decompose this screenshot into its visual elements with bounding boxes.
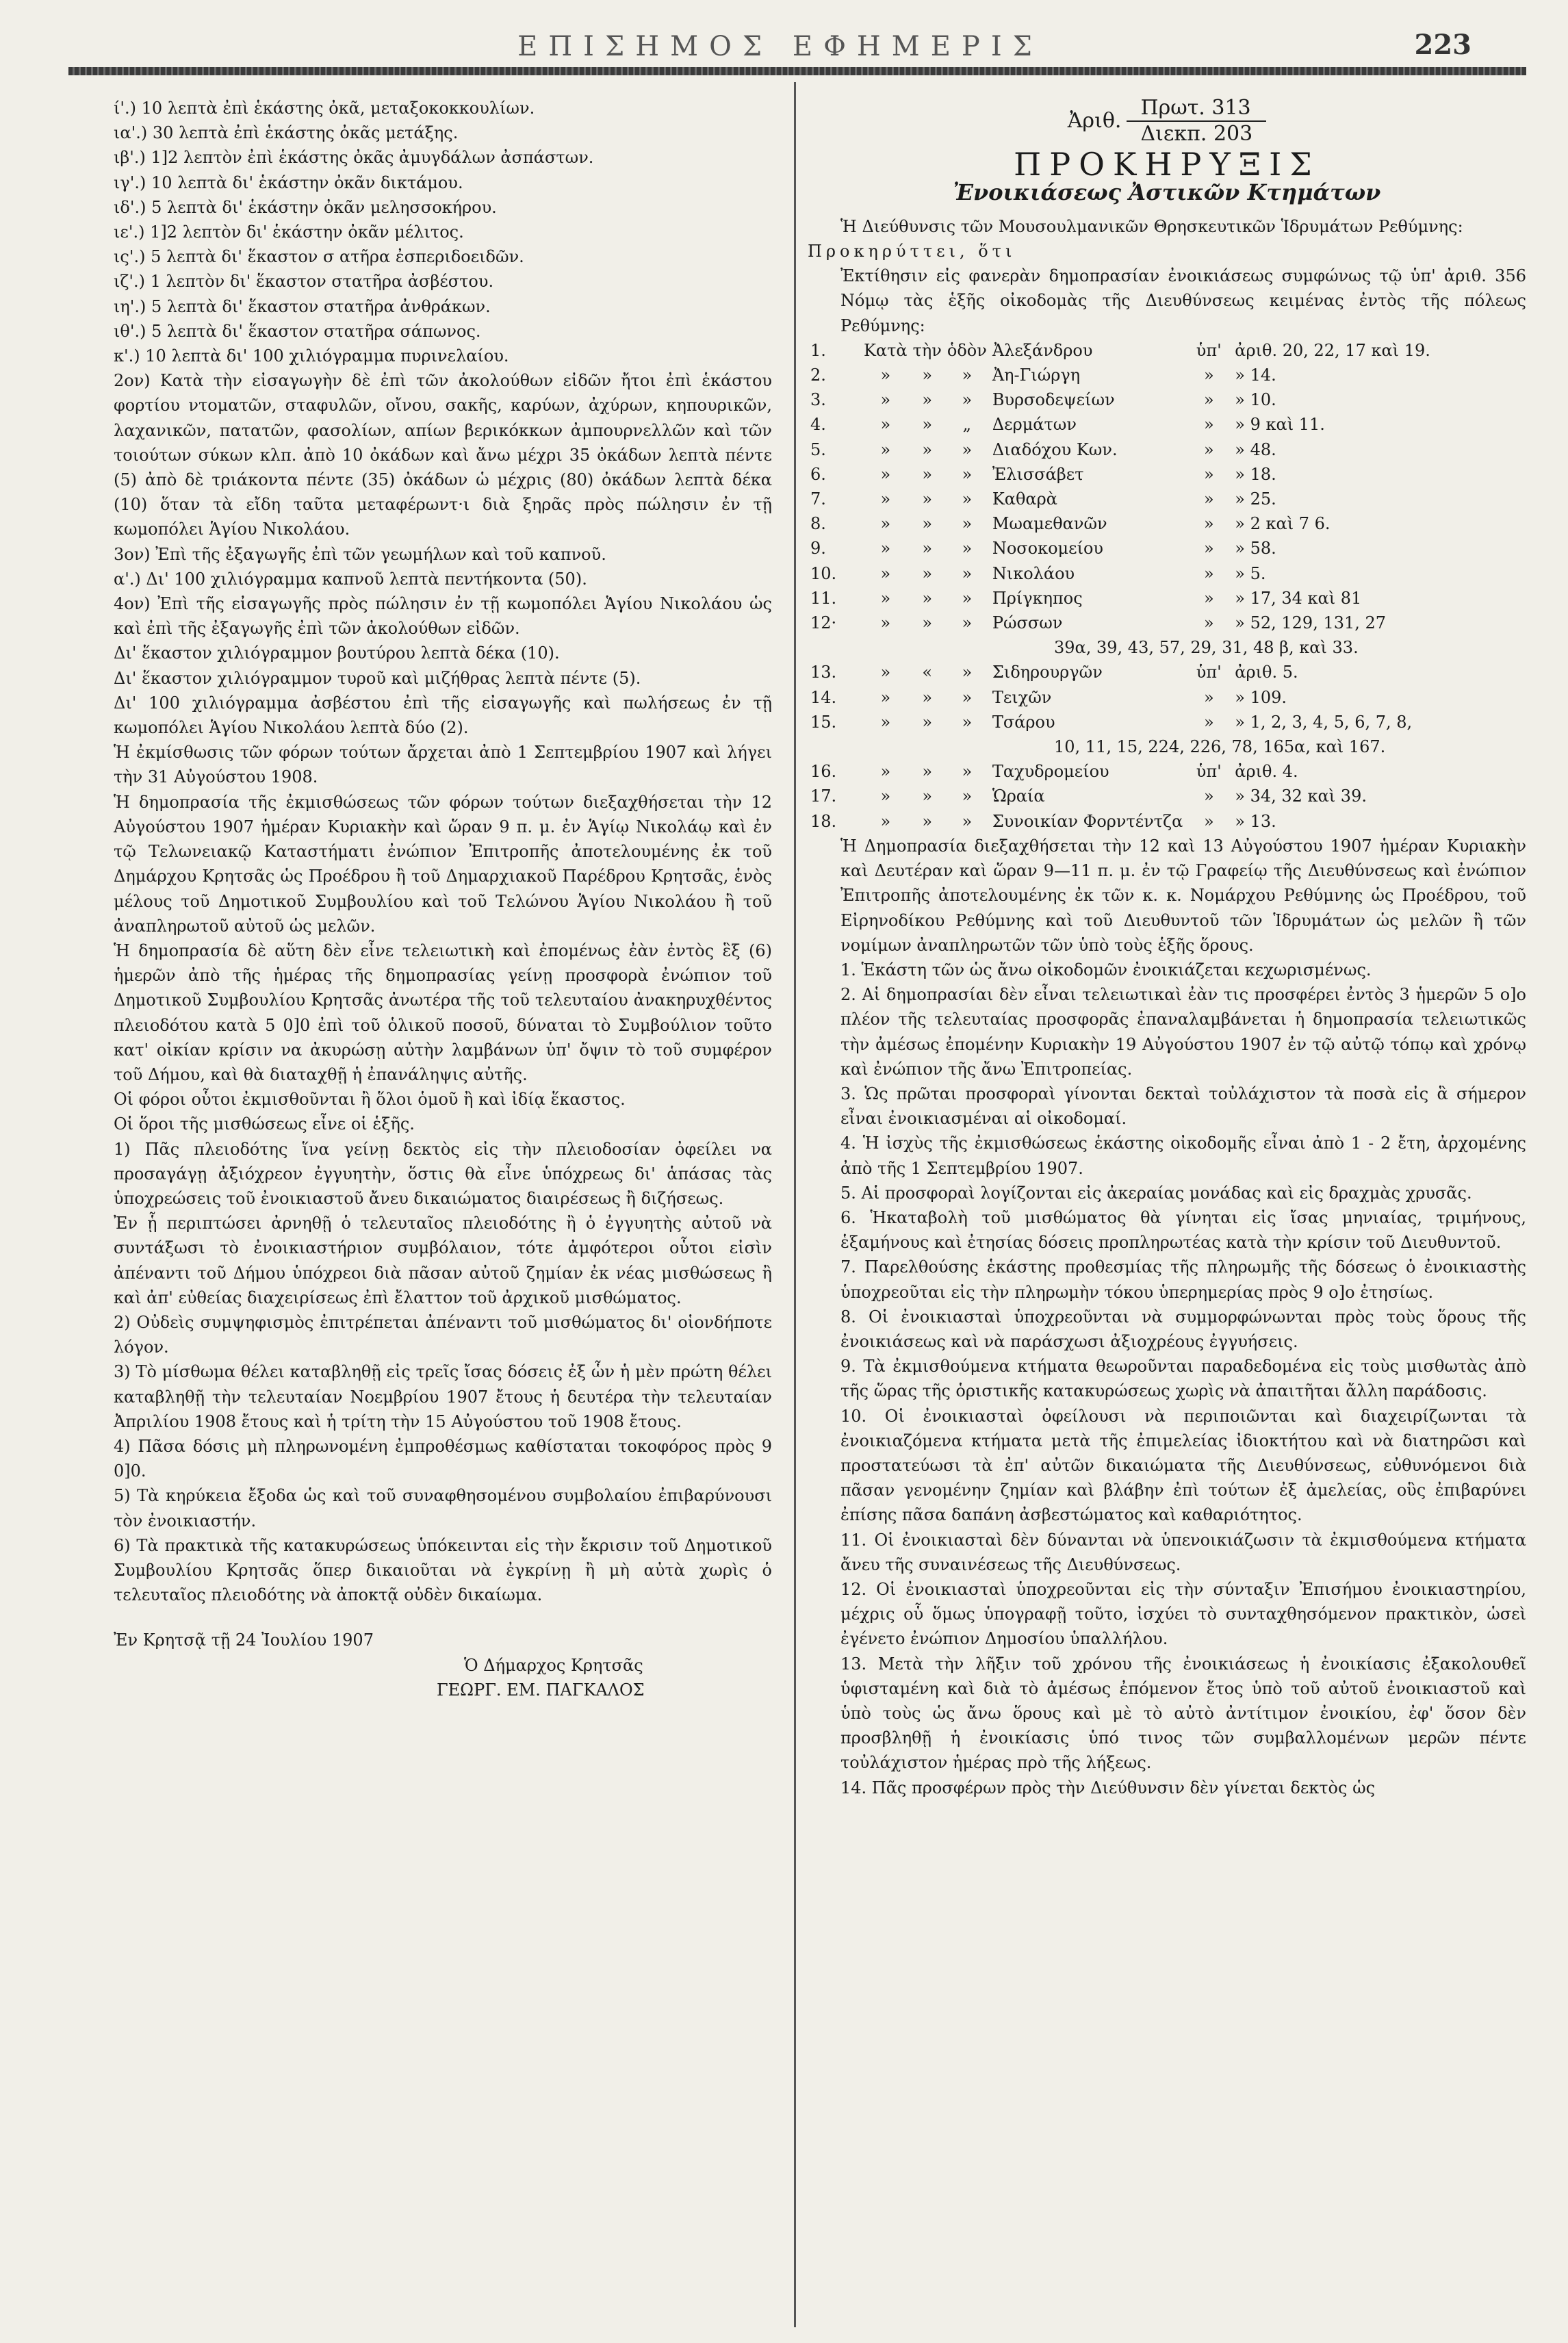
cell-nums: ἀριθ. 5. [1235,663,1298,682]
row-continuation: 39α, 39, 43, 57, 29, 31, 48 β, καὶ 33. [1054,638,1359,658]
table-row [808,462,1526,487]
cell-n: 11. [810,588,837,608]
row-continuation: 10, 11, 15, 224, 226, 78, 165α, καὶ 167. [1054,737,1386,757]
cell-a: » [880,415,891,435]
table-row [808,412,1526,437]
cell-d: » [1203,786,1214,806]
cell-nums: » 52, 129, 131, 27 [1235,613,1387,633]
paragraph: Δι' ἕκαστον χιλιόγραμμον τυροῦ καὶ μιζήθρας λεπτὰ πέντε (5). [114,668,641,688]
cell-d: ὑπ' [1196,663,1222,682]
cell-street: Νοσοκομείου [992,539,1104,559]
cell-a: » [880,687,891,707]
tax-item: ί'.) 10 λεπτὰ ἐπὶ ἑκάστης ὀκᾶ, μεταξοκοκκουλίων. [114,99,535,118]
cell-c: ὁδὸν [947,340,987,360]
tax-item: ια'.) 30 λεπτὰ ἐπὶ ἑκάστης ὀκᾶς μετάξης. [114,123,459,143]
table-row [808,387,1526,412]
cell-a: » [880,588,891,608]
table-row [808,536,1526,561]
cell-street: Βυρσοδεψείων [992,390,1115,410]
cell-d: » [1203,390,1214,410]
cell-a: » [880,489,891,509]
cell-a: » [880,439,891,459]
paragraph: 9. Τὰ ἐκμισθούμενα κτήματα θεωροῦνται παραδεδομένα εἰς τοὺς μισθωτὰς ἀπὸ τῆς ὥρας τῆς ὁριστικῆς κατακυρώσεως χωρὶς νὰ ἀπαιτῆται ἄλλη παράδοσις. [840,1357,1526,1401]
paragraph: 10. Οἱ ἐνοικιασταὶ ὀφείλουσι νὰ περιποιῶνται καὶ διαχειρίζωνται τὰ ἐνοικιαζόμενα κτήματα μετὰ τῆς ἐπιμελείας ἰδιοκτήτου καὶ νὰ διατηρῶσι καὶ προστατεύωσι τὰ ἐπ' αὐτῶν δικαιώματα τῆς Διευθύνσεως, εὐθυνόμενοι διὰ πᾶσαν γενομένην ζημίαν καὶ βλάβην ἐπὶ τούτων ἐξ ἀμελείας, οὓς ἐπιβαρύνει ἐπίσης πᾶσα δαπάνη ἀσβεστώματος καὶ καθαριότητος. [840,1406,1526,1525]
paragraph: α'.) Δι' 100 χιλιόγραμμα καπνοῦ λεπτὰ πεντήκοντα (50). [114,569,587,589]
cell-street: Σιδηρουργῶν [992,663,1103,682]
signature-name: ΓΕΩΡΓ. ΕΜ. ΠΑΓΚΑΛΟΣ [437,1680,645,1700]
cell-a: » [880,786,891,806]
cell-nums: » 18. [1235,464,1276,484]
cell-nums: » 10. [1235,390,1276,410]
cell-n: 8. [810,514,826,534]
paragraph: 12. Οἱ ἐνοικιασταὶ ὑποχρεοῦνται εἰς τὴν σύνταξιν Ἐπισήμου ἐνοικιαστηρίου, μέχρις οὗ ὅμως ὑπογραφῇ τοῦτο, ἰσχύει τὸ συνταχθησόμενον πρακτικὸν, ὡσεὶ ἐγένετο ἐνώπιον Δημοσίου ὑπαλλήλου. [840,1579,1526,1649]
cell-n: 14. [810,687,837,707]
cell-n: 15. [810,712,837,732]
cell-c: » [962,390,973,410]
cell-b: » [922,588,933,608]
cell-b: » [922,489,933,509]
tax-item: ιε'.) 1]2 λεπτὸν δι' ἑκάστην ὀκᾶν μέλιτος. [114,222,464,242]
cell-street: Μωαμεθανῶν [992,514,1107,534]
dispatch-number: Διεκπ. 203 [1140,122,1253,146]
cell-nums: » 48. [1235,439,1276,459]
header-rule [68,67,1526,75]
cell-nums: » 25. [1235,489,1276,509]
signature-title: Ὁ Δήμαρχος Κρητσᾶς [464,1655,643,1675]
notice-subtitle: Ἐνοικιάσεως Ἀστικῶν Κτημάτων [953,179,1381,205]
proclaims: Προκηρύττει, ὅτι [808,242,1016,261]
table-row [808,363,1526,387]
table-row [808,759,1526,784]
table-row [808,611,1526,635]
paragraph: 2) Οὐδεὶς συμψηφισμὸς ἐπιτρέπεται ἀπέναντι τοῦ μισθώματος δι' οἱονδήποτε λόγον. [114,1312,772,1357]
cell-nums: ἀριθ. 20, 22, 17 καὶ 19. [1235,340,1430,360]
cell-street: Ἀλεξάνδρου [992,340,1093,360]
paragraph: 4. Ἡ ἰσχὺς τῆς ἐκμισθώσεως ἑκάστης οἰκοδομῆς εἶναι ἀπὸ 1 - 2 ἔτη, ἀρχομένης ἀπὸ τῆς 1 Σεπτεμβρίου 1907. [840,1134,1526,1178]
cell-n: 17. [810,786,837,806]
cell-a: » [880,539,891,559]
cell-b: » [922,464,933,484]
cell-d: » [1203,563,1214,583]
cell-street: Διαδόχου Κων. [992,439,1118,459]
cell-c: „ [962,415,972,435]
paragraph: 5. Αἱ προσφοραὶ λογίζονται εἰς ἀκεραίας μονάδας καὶ εἰς δραχμὰς χρυσᾶς. [840,1183,1472,1203]
cell-b: » [922,415,933,435]
cell-b: » [922,563,933,583]
cell-n: 12· [810,613,837,633]
paragraph: Οἱ φόροι οὗτοι ἐκμισθοῦνται ἢ ὅλοι ὁμοῦ ἢ καὶ ἰδίᾳ ἕκαστος. [114,1090,626,1110]
cell-street: Νικολάου [992,563,1075,583]
paragraph: Ἡ Δημοπρασία διεξαχθήσεται τὴν 12 καὶ 13 Αὐγούστου 1907 ἡμέραν Κυριακὴν καὶ Δευτέραν καὶ ὥραν 9—11 π. μ. ἐν τῷ Γραφείῳ τῆς Διευθύνσεως καὶ ἐνώπιον Ἐπιτροπῆς ἀποτελουμένης ἐκ τῶν κ. κ. Νομάρχου Ρεθύμνης ὡς Προέδρου, τοῦ Εἰρηνοδίκου Ρεθύμνης καὶ τοῦ Διευθυντοῦ τῶν Ἱδρυμάτων ὡς μελῶν ἢ τῶν νομίμων ἀναπληρωτῶν τῶν ὑπὸ τοὺς ἑξῆς ὅρους. [840,836,1526,955]
cell-n: 6. [810,464,826,484]
cell-nums: » 17, 34 καὶ 81 [1235,588,1362,608]
cell-a: » [880,390,891,410]
cell-d: » [1203,415,1214,435]
paragraph: 11. Οἱ ἐνοικιασταὶ δὲν δύνανται νὰ ὑπενοικιάζωσιν τὰ ἐκμισθούμενα κτήματα ἄνευ τῆς συναινέσεως τῆς Διευθύνσεως. [840,1530,1526,1574]
cell-c: » [962,439,973,459]
cell-d: » [1203,464,1214,484]
cell-street: Ἐλισσάβετ [992,464,1084,484]
cell-a: » [880,563,891,583]
cell-street: Τσάρου [992,712,1055,732]
cell-c: » [962,588,973,608]
cell-c: » [962,464,973,484]
newspaper-title: ΕΠΙΣΗΜΟΣ ΕΦΗΜΕΡΙΣ [517,31,1043,62]
cell-d: » [1203,588,1214,608]
cell-b: » [922,786,933,806]
tax-item: ιβ'.) 1]2 λεπτὸν ἐπὶ ἑκάστης ὀκᾶς ἀμυγδάλων ἀσπάστων. [114,148,594,168]
cell-b: » [922,366,933,385]
cell-c: » [962,366,973,385]
cell-a: » [880,514,891,534]
cell-n: 16. [810,762,837,782]
cell-street: Ὡραία [992,786,1045,806]
paragraph: 4ον) Ἐπὶ τῆς εἰσαγωγῆς πρὸς πώλησιν ἐν τῇ κωμοπόλει Ἁγίου Νικολάου ὡς καὶ ἐπὶ τῆς ἐξαγωγῆς ἐπὶ τῶν ἀκολούθων εἰδῶν. [114,594,772,639]
table-row [808,784,1526,808]
right-column [808,96,1526,1800]
table-row [808,487,1526,511]
paragraph: 1. Ἑκάστη τῶν ὡς ἄνω οἰκοδομῶν ἐνοικιάζεται κεχωρισμένως. [840,960,1372,980]
paragraph: 2. Αἱ δημοπρασίαι δὲν εἶναι τελειωτικαὶ ἐὰν τις προσφέρει ἐντὸς 3 ἡμερῶν 5 ο]ο πλέον τῆς τελευταίας προσφορᾶς ἐπαναλαμβάνεται ἡ δημοπρασία τελειωτικῶς τὴν ἀμέσως ἐπομένην Κυριακὴν 19 Αὐγούστου 1907 ἐν τῷ αὐτῷ τόπῳ καὶ χρόνῳ καὶ ἐνώπιον τῆς ἄνω Ἐπιτροπείας. [840,985,1526,1079]
left-column [81,96,772,1702]
cell-d: » [1203,514,1214,534]
cell-c: » [962,762,973,782]
table-row [808,586,1526,611]
cell-b: » [922,762,933,782]
table-row [808,734,1526,759]
cell-nums: » 13. [1235,811,1276,831]
paragraph: Οἱ ὅροι τῆς μισθώσεως εἶνε οἱ ἑξῆς. [114,1114,415,1134]
cell-b: » [922,687,933,707]
tax-item: ιζ'.) 1 λεπτὸν δι' ἕκαστον στατῆρα ἀσβέστου. [114,272,494,292]
cell-street: Δερμάτων [992,415,1077,435]
cell-c: » [962,613,973,633]
cell-n: 9. [810,539,826,559]
paragraph: 3) Τὸ μίσθωμα θέλει καταβληθῇ εἰς τρεῖς ἴσας δόσεις ἐξ ὧν ἡ μὲν πρώτη θέλει καταβληθῇ τὴν τελευταίαν Νοεμβρίου 1907 ἔτους ἡ δευτέρα τὴν τελευταίαν Ἀπριλίου 1908 ἔτους καὶ ἡ τρίτη τὴν 15 Αὐγούστου τοῦ 1908 ἔτους. [114,1362,772,1431]
cell-d: » [1203,489,1214,509]
cell-d: » [1203,811,1214,831]
cell-a: » [880,811,891,831]
table-row [808,710,1526,734]
paragraph: Ἡ ἐκμίσθωσις τῶν φόρων τούτων ἄρχεται ἀπὸ 1 Σεπτεμβρίου 1907 καὶ λήγει τὴν 31 Αὐγούστου 1908. [114,743,772,787]
cell-nums: » 1, 2, 3, 4, 5, 6, 7, 8, [1235,712,1413,732]
table-row [808,685,1526,710]
cell-b: » [922,514,933,534]
cell-nums: » 9 καὶ 11. [1235,415,1325,435]
cell-c: » [962,712,973,732]
date-line: Ἐν Κρητσᾷ τῇ 24 Ἰουλίου 1907 [114,1630,374,1650]
intro: Ἡ Διεύθυνσις τῶν Μουσουλμανικῶν Θρησκευτικῶν Ἱδρυμάτων Ρεθύμνης: [840,216,1463,236]
cell-c: » [962,786,973,806]
cell-street: Τειχῶν [992,687,1052,707]
cell-street: Ἀη-Γιώργη [992,366,1081,385]
paragraph: Δι' 100 χιλιόγραμμα ἀσβέστου ἐπὶ τῆς εἰσαγωγῆς καὶ πωλήσεως ἐν τῇ κωμοπόλει Ἁγίου Νικολάου λεπτὰ δύο (2). [114,693,772,738]
paragraph: 14. Πᾶς προσφέρων πρὸς τὴν Διεύθυνσιν δὲν γίνεται δεκτὸς ὡς [840,1778,1376,1797]
paragraph: 6. Ἡκαταβολὴ τοῦ μισθώματος θὰ γίνηται εἰς ἴσας μηνιαίας, τριμήνους, ἑξαμήνους καὶ ἐτησίας δόσεις προπληρωτέας κατὰ τὴν κρίσιν τοῦ Διευθυντοῦ. [840,1207,1526,1253]
cell-a: » [880,663,891,682]
tax-item: ιθ'.) 5 λεπτὰ δι' ἕκαστον στατῆρα σάπωνος. [114,321,481,341]
cell-nums: » 34, 32 καὶ 39. [1235,786,1367,806]
tax-item: κ'.) 10 λεπτὰ δι' 100 χιλιόγραμμα πυρινελαίου. [114,346,509,366]
page-number: 223 [1414,29,1471,61]
cell-street: Πρίγκηπος [992,588,1083,608]
property-table [808,338,1526,834]
cell-nums: » 109. [1235,687,1287,707]
tax-item: ιδ'.) 5 λεπτὰ δι' ἑκάστην ὀκᾶν μελησσοκήρου. [114,197,497,217]
cell-n: 13. [810,663,837,682]
paragraph: 8. Οἱ ἐνοικιασταὶ ὑποχρεοῦνται νὰ συμμορφώνωνται πρὸς τοὺς ὅρους τῆς ἐνοικιάσεως καὶ νὰ παράσχωσι ἀξιοχρέους ἐγγυήσεις. [840,1307,1526,1351]
cell-nums: » 14. [1235,366,1276,385]
cell-d: » [1203,539,1214,559]
cell-nums: » 2 καὶ 7 6. [1235,514,1331,534]
cell-n: 2. [810,366,826,385]
page-header [75,27,1485,66]
reference-numbers [808,96,1526,146]
cell-a: » [880,464,891,484]
cell-c: » [962,687,973,707]
table-row [808,635,1526,660]
cell-d: » [1203,439,1214,459]
cell-a: » [880,613,891,633]
cell-a: » [880,712,891,732]
table-row [808,809,1526,834]
cell-b: « [922,663,933,682]
cell-street: Ρώσσων [992,613,1063,633]
cell-nums: » 58. [1235,539,1276,559]
cell-d: » [1203,366,1214,385]
cell-b: » [922,712,933,732]
paragraph: Ἡ δημοπρασία δὲ αὕτη δὲν εἶνε τελειωτικὴ καὶ ἐπομένως ἐὰν ἐντὸς ἓξ (6) ἡμερῶν ἀπὸ τῆς ἡμέρας τῆς δημοπρασίας γείνῃ προσφορὰ ἐνώπιον τοῦ Δημοτικοῦ Συμβουλίου Κρητσᾶς ἀνωτέρα τῆς τοῦ τελευταίου ἀνακηρυχθέντος πλειοδότου κατὰ 5 0]0 ἐπὶ τοῦ ὁλικοῦ ποσοῦ, δύναται τὸ Συμβούλιον τοῦτο κατ' οἰκίαν κρίσιν να ἀκυρώσῃ αὐτὴν λαμβάνων ὑπ' ὄψιν τὸ τοῦ συμφέρον τοῦ Δήμου, καὶ θὰ διαταχθῇ ἡ ἐπανάληψις αὐτῆς. [114,940,772,1084]
cell-c: » [962,539,973,559]
column-divider [794,82,796,2327]
cell-n: 7. [810,489,826,509]
arith-label: Ἀριθ. [1067,109,1122,133]
cell-nums: » 5. [1235,563,1266,583]
table-row [808,561,1526,586]
cell-a: » [880,366,891,385]
paragraph: 7. Παρελθούσης ἑκάστης προθεσμίας τῆς πληρωμῆς τῆς δόσεως ὁ ἐνοικιαστὴς ὑποχρεοῦται εἰς τὴν πληρωμὴν τόκου ὑπερημερίας πρὸς 9 ο]ο ἐτησίως. [840,1257,1526,1302]
tax-item: ις'.) 5 λεπτὰ δι' ἕκαστον σ ατῆρα ἐσπεριδοειδῶν. [114,247,524,267]
cell-b: τὴν [912,340,942,360]
cell-b: » [922,613,933,633]
cell-d: ὑπ' [1196,340,1222,360]
cell-d: ὑπ' [1196,762,1222,782]
cell-b: » [922,390,933,410]
table-row [808,437,1526,462]
protocol-number: Πρωτ. 313 [1127,96,1266,122]
paragraph: Ἐν ᾗ περιπτώσει ἀρνηθῇ ὁ τελευταῖος πλειοδότης ἢ ὁ ἐγγυητὴς αὐτοῦ νὰ συντάξωσι τὸ ἐνοικιαστήριον συμβόλαιον, τότε ἀμφότεροι οὗτοι εἰσὶν ἀπέναντι τοῦ Δήμου ὑπόχρεοι διὰ πᾶσαν αὐτοῦ ζημίαν ἐκ νέας μισθώσεως ἢ καὶ ἀπ' εὐθείας διαχειρίσεως ἐπὶ ἔλαττον τοῦ ἀρχικοῦ μισθώματος. [114,1214,772,1307]
notice-title: ΠΡΟΚΗΡΥΞΙΣ [1014,146,1320,183]
paragraph: 3. Ὡς πρῶται προσφοραὶ γίνονται δεκταὶ τοὐλάχιστον τὰ ποσὰ εἰς ἃ σήμερον εἶναι ἐνοικιασμέναι αἱ οἰκοδομαί. [840,1084,1526,1129]
cell-c: » [962,811,973,831]
cell-nums: ἀριθ. 4. [1235,762,1298,782]
paragraph: 5) Τὰ κηρύκεια ἔξοδα ὡς καὶ τοῦ συναφθησομένου συμβολαίου ἐπιβαρύνουσι τὸν ἐνοικιαστήν. [114,1486,772,1531]
cell-n: 4. [810,415,826,435]
cell-n: 10. [810,563,837,583]
cell-n: 1. [810,340,826,360]
tax-item: ιη'.) 5 λεπτὰ δι' ἕκαστον στατῆρα ἀνθράκων. [114,296,491,316]
table-row [808,511,1526,536]
cell-street: Καθαρὰ [992,489,1057,509]
tax-item: ιγ'.) 10 λεπτὰ δι' ἑκάστην ὀκᾶν δικτάμου. [114,172,463,192]
cell-a: » [880,762,891,782]
cell-c: » [962,514,973,534]
table-row [808,338,1526,363]
paragraph: 2ον) Κατὰ τὴν εἰσαγωγὴν δὲ ἐπὶ τῶν ἀκολούθων εἰδῶν ἤτοι ἐπὶ ἑκάστου φορτίου ντοματῶν, σταφυλῶν, οἴνου, σακῆς, καρύων, ἀχύρων, κηπουρικῶν, λαχανικῶν, πατατῶν, φασολίων, απίων βερικόκκων ἀμπουρνελλῶν καὶ τῶν τοιούτων σύκων κλπ. ἀπὸ 10 ὀκάδων καὶ ἄνω μέχρι 35 ὀκάδων λεπτὰ πέντε (5) ἀπὸ δὲ τριάκοντα πέντε (35) ὀκάδων ὡ μέχρις (80) ὀκάδων λεπτὰ δέκα (10) ὅταν τὰ εἴδη ταῦτα μεταφέρωντ·ι διὰ ξηρᾶς πρὸς πώλησιν ἐν τῇ κωμοπόλει Ἁγίου Νικολάου. [114,371,772,539]
paragraph: Ἡ δημοπρασία τῆς ἐκμισθώσεως τῶν φόρων τούτων διεξαχθήσεται τὴν 12 Αὐγούστου 1907 ἡμέραν Κυριακὴν καὶ ὥραν 9 π. μ. ἐν Ἁγίῳ Νικολάῳ καὶ ἐν τῷ Τελωνειακῷ Καταστήματι ἐνώπιον Ἐπιτροπῆς ἀποτελουμένης ἐκ τοῦ Δημάρχου Κρητσᾶς ὡς Προέδρου ἢ τοῦ Δημαρχιακοῦ Παρέδρου Κρητσᾶς, ἑνὸς μέλους τοῦ Δημοτικοῦ Συμβουλίου καὶ τοῦ Τελώνου Ἁγίου Νικολάου ἢ τοῦ ἀναπληρωτοῦ αὐτοῦ ὡς μελῶν. [114,792,772,936]
cell-d: » [1203,613,1214,633]
intro2: Ἐκτίθησιν εἰς φανερὰν δημοπρασίαν ἐνοικιάσεως συμφώνως τῷ ὑπ' ἀριθ. 356 Νόμῳ τὰς ἑξῆς οἰκοδομὰς τῆς Διευθύνσεως κειμένας ἐντὸς τῆς πόλεως Ρεθύμνης: [840,266,1526,335]
cell-n: 3. [810,390,826,410]
cell-d: » [1203,712,1214,732]
paragraph: 3ον) Ἐπὶ τῆς ἐξαγωγῆς ἐπὶ τῶν γεωμήλων καὶ τοῦ καπνοῦ. [114,544,606,564]
paragraph: 4) Πᾶσα δόσις μὴ πληρωνομένη ἐμπροθέσμως καθίσταται τοκοφόρος πρὸς 9 0]0. [114,1436,772,1481]
paragraph: 1) Πᾶς πλειοδότης ἵνα γείνῃ δεκτὸς εἰς τὴν πλειοδοσίαν ὀφείλει να προσαγάγῃ ἀξιόχρεον ἐγγυητὴν, ὅστις θὰ εἶνε ὑπόχρεως δι' ἁπάσας τὰς ὑποχρεώσεις τοῦ ἐνοικιαστοῦ ἄνευ δικαιώματος διαιρέσεως ἢ διζήσεως. [114,1139,772,1208]
cell-c: » [962,563,973,583]
table-row [808,660,1526,684]
cell-n: 18. [810,811,837,831]
cell-street: Συνοικίαν Φορντέντζα [992,811,1183,831]
cell-c: » [962,663,973,682]
cell-n: 5. [810,439,826,459]
cell-a: Κατὰ [864,340,908,360]
reference-fraction [1127,96,1266,146]
cell-street: Ταχυδρομείου [992,762,1109,782]
cell-d: » [1203,687,1214,707]
paragraph: 6) Τὰ πρακτικὰ τῆς κατακυρώσεως ὑπόκεινται εἰς τὴν ἔκρισιν τοῦ Δημοτικοῦ Συμβουλίου Κρητσᾶς ὅπερ δικαιοῦται νὰ ἐγκρίνῃ ἢ μὴ αὐτὰ χωρὶς ὁ τελευταῖος πλειοδότης νὰ ἀποκτᾷ οὐδὲν δικαίωμα. [114,1535,772,1605]
cell-c: » [962,489,973,509]
cell-b: » [922,811,933,831]
paragraph: Δι' ἕκαστον χιλιόγραμμον βουτύρου λεπτὰ δέκα (10). [114,643,560,663]
cell-b: » [922,439,933,459]
cell-b: » [922,539,933,559]
paragraph: 13. Μετὰ τὴν λῆξιν τοῦ χρόνου τῆς ἐνοικιάσεως ἡ ἐνοικίασις ἐξακολουθεῖ ὑφισταμένη καὶ διὰ τὸ ἀμέσως ἐπόμενον ἔτος ὑπὸ τοῦ αὐτοῦ ἐνοικιαστοῦ καὶ ὑπὸ τοὺς ὡς ἄνω ὅρους καὶ μὲ τὸ αὐτὸ ἀντίτιμον ἐνοικίου, ἐφ' ὅσον δὲν προσβληθῇ ἡ ἐνοικίασις ὑπό τινος τῶν συμβαλλομένων μερῶν πέντε τοὐλάχιστον ἡμέρας πρὸ τῆς λήξεως. [840,1654,1526,1773]
